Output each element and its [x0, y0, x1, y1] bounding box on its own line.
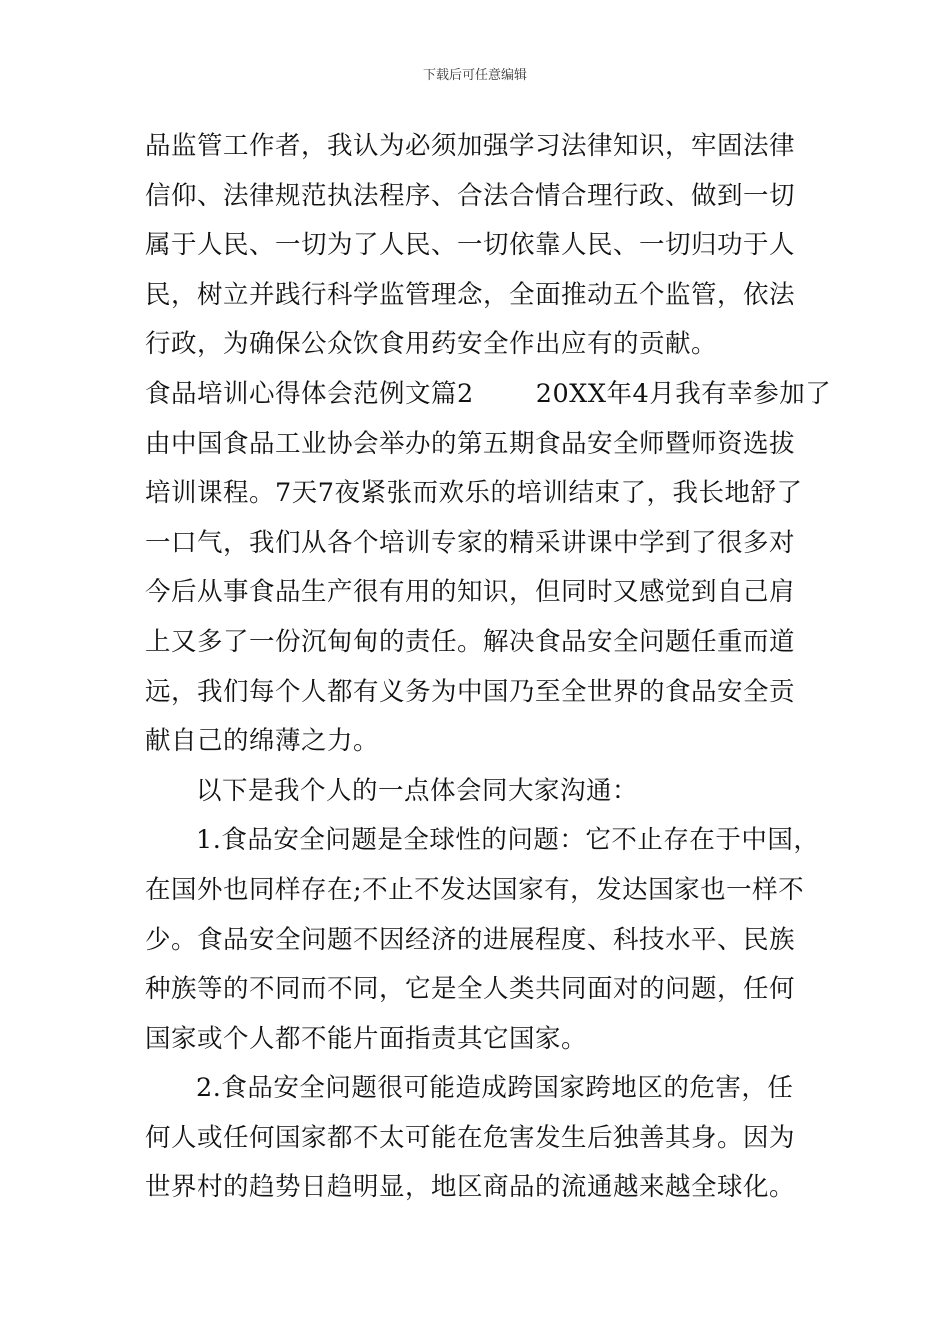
text-line: 2.食品安全问题很可能造成跨国家跨地区的危害，任 — [196, 1073, 794, 1104]
article-title: 食品培训心得体会范例文篇2 — [145, 378, 474, 409]
text-line: 今后从事食品生产很有用的知识，但同时又感觉到自己肩 — [145, 577, 796, 608]
document-body — [145, 122, 832, 1213]
text-line: 种族等的不同而不同，它是全人类共同面对的问题，任何 — [145, 974, 796, 1005]
text-line: 以下是我个人的一点体会同大家沟通： — [196, 775, 639, 806]
text-line: 献自己的绵薄之力。 — [145, 726, 380, 757]
text-line: 民，树立并践行科学监管理念，全面推动五个监管，依法 — [145, 279, 796, 310]
text-line: 在国外也同样存在;不止不发达国家有，发达国家也一样不 — [145, 874, 805, 905]
text-line: 上又多了一份沉甸甸的责任。解决食品安全问题任重而道 — [145, 626, 796, 657]
article-heading-line — [145, 370, 832, 420]
text-line: 行政，为确保公众饮食用药安全作出应有的贡献。 — [145, 329, 718, 360]
text-line: 何人或任何国家都不太可能在危害发生后独善其身。因为 — [145, 1122, 796, 1153]
page-header: 下载后可任意编辑 — [422, 68, 527, 83]
text-line: 由中国食品工业协会举办的第五期食品安全师暨师资选拔 — [145, 428, 796, 459]
text-line: 少。食品安全问题不因经济的进展程度、科技水平、民族 — [145, 924, 796, 955]
text-line: 品监管工作者，我认为必须加强学习法律知识，牢固法律 — [145, 131, 796, 161]
text-line: 远，我们每个人都有义务为中国乃至全世界的食品安全贡 — [145, 676, 796, 707]
paragraph-start: 20XX年4月我有幸参加了 — [535, 378, 832, 409]
text-line: 培训课程。7天7夜紧张而欢乐的培训结束了，我长地舒了 — [145, 478, 803, 509]
text-line: 属于人民、一切为了人民、一切依靠人民、一切归功于人 — [145, 230, 796, 261]
text-line: 1.食品安全问题是全球性的问题：它不止存在于中国， — [196, 825, 820, 856]
text-line: 世界村的趋势日趋明显，地区商品的流通越来越全球化。 — [145, 1172, 796, 1203]
text-line: 信仰、法律规范执法程序、合法合情合理行政、做到一切 — [145, 180, 796, 211]
text-line: 一口气，我们从各个培训专家的精采讲课中学到了很多对 — [145, 527, 796, 558]
text-line: 国家或个人都不能片面指责其它国家。 — [145, 1023, 588, 1054]
